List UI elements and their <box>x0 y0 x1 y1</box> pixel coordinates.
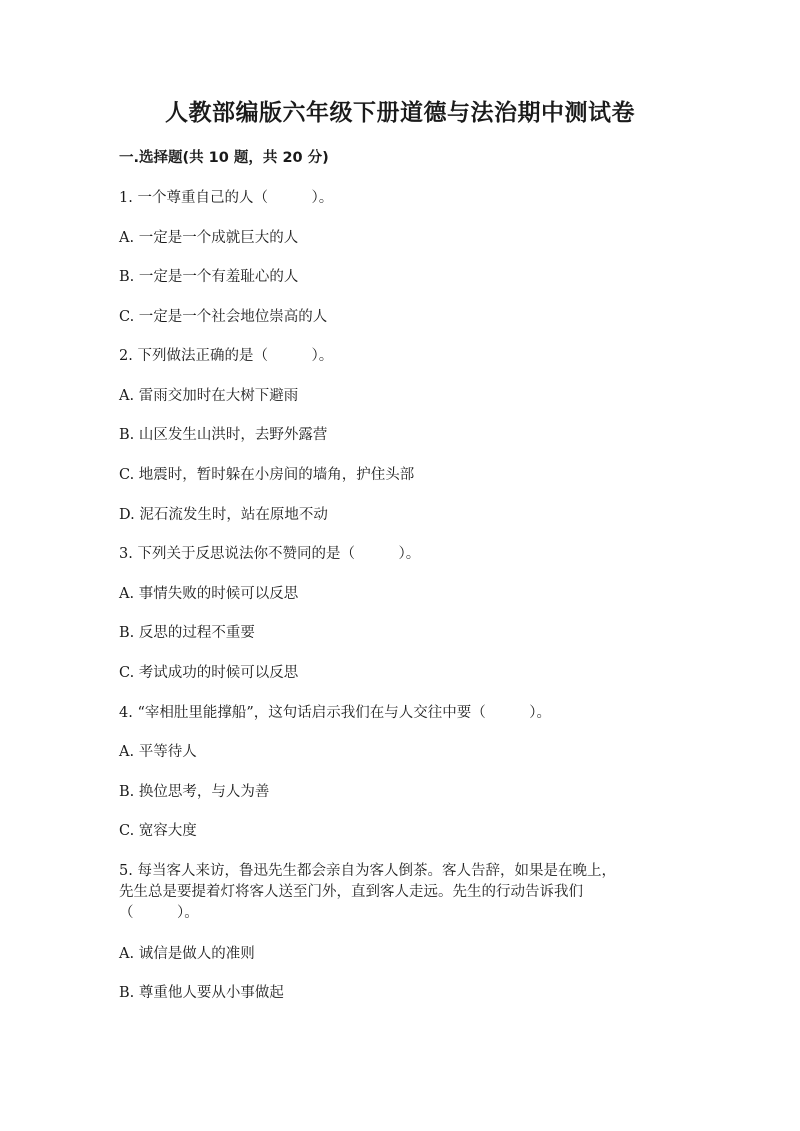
page-title: 人教部编版六年级下册道德与法治期中测试卷 <box>165 100 635 126</box>
question-4-option-a: A. 平等待人 <box>119 744 197 760</box>
question-3-option-a: A. 事情失败的时候可以反思 <box>119 586 299 602</box>
question-2-option-d: D. 泥石流发生时，站在原地不动 <box>119 507 328 523</box>
question-2-option-b: B. 山区发生山洪时，去野外露营 <box>119 427 328 443</box>
question-1-option-b: B. 一定是一个有羞耻心的人 <box>119 269 299 285</box>
question-5-stem-line-2: 先生总是要提着灯将客人送至门外，直到客人走远。先生的行动告诉我们 <box>119 884 583 900</box>
question-1-option-a: A. 一定是一个成就巨大的人 <box>119 230 299 246</box>
question-5-stem <box>119 861 679 924</box>
question-3-stem: 3. 下列关于反思说法你不赞同的是（ ）。 <box>119 546 421 562</box>
question-1-option-c: C. 一定是一个社会地位崇高的人 <box>119 309 328 325</box>
question-5-option-a: A. 诚信是做人的准则 <box>119 946 255 962</box>
question-1-stem: 1. 一个尊重自己的人（ ）。 <box>119 190 334 206</box>
question-5-option-b: B. 尊重他人要从小事做起 <box>119 985 284 1001</box>
question-3-option-c: C. 考试成功的时候可以反思 <box>119 665 299 681</box>
section-heading: 一.选择题(共 10 题，共 20 分) <box>119 150 329 166</box>
question-3-option-b: B. 反思的过程不重要 <box>119 625 255 641</box>
question-2-option-a: A. 雷雨交加时在大树下避雨 <box>119 388 299 404</box>
question-2-option-c: C. 地震时，暂时躲在小房间的墙角，护住头部 <box>119 467 415 483</box>
question-2-stem: 2. 下列做法正确的是（ ）。 <box>119 348 334 364</box>
question-4-option-c: C. 宽容大度 <box>119 823 197 839</box>
question-4-stem: 4. “宰相肚里能撑船”，这句话启示我们在与人交往中要（ ）。 <box>119 705 552 721</box>
question-5-stem-line-1: 5. 每当客人来访，鲁迅先生都会亲自为客人倒茶。客人告辞，如果是在晚上， <box>119 863 616 879</box>
question-4-option-b: B. 换位思考，与人为善 <box>119 784 270 800</box>
question-5-stem-line-3: （ ）。 <box>119 905 199 921</box>
